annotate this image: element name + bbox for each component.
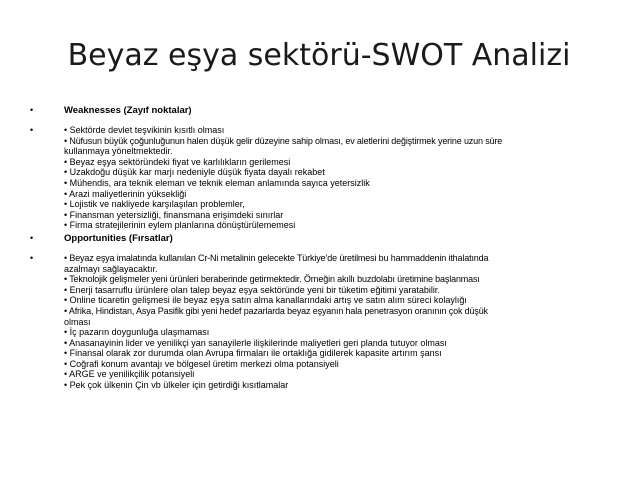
weakness-line: • Lojistik ve nakliyede karşılaşılan problemler,: [64, 199, 245, 210]
bullet-item-weaknesses-heading: [30, 105, 608, 117]
slide-title: Beyaz eşya sektörü-SWOT Analizi: [67, 38, 571, 73]
bullet-glyph: •: [30, 232, 34, 243]
weakness-line: • Sektörde devlet teşvikinin kısıtlı olması: [64, 125, 225, 135]
opportunity-line: • Pek çok ülkenin Çin vb ülkeler için getirdiği kısıtlamalar: [64, 380, 289, 391]
slide-body: [30, 105, 608, 391]
bullet-glyph: •: [30, 125, 34, 135]
weaknesses-heading: Weaknesses (Zayıf noktalar): [64, 105, 192, 116]
opportunity-line: • İç pazarın doygunluğa ulaşmaması: [64, 327, 210, 338]
bullet-glyph: •: [30, 252, 34, 263]
bullet-item-opportunities-heading: [30, 233, 608, 245]
weakness-line: • Mühendis, ara teknik eleman ve teknik eleman anlamında sayıca yetersizlik: [64, 177, 370, 188]
weakness-line: • Firma stratejilerinin eylem planlarına dönüştürülememesi: [64, 220, 296, 231]
opportunity-line: olması: [64, 316, 91, 327]
opportunity-line: • Beyaz eşya imalatında kullanılan Cr-Ni metalinin gelecekte Türkiye’de üretilmesi bu hammaddenin ithalatında: [64, 252, 489, 263]
bullet-glyph: •: [30, 105, 34, 115]
opportunity-line: • Coğrafi konum avantajı ve bölgesel üretim merkezi olma potansiyeli: [64, 358, 339, 369]
opportunity-line: • Enerji tasarruflu ürünlere olan talep beyaz eşya sektöründe yeni bir tüketim eğitimi yaratabilir.: [64, 284, 440, 295]
bullet-item-weaknesses-list: [30, 125, 608, 231]
opportunity-line: • Online ticaretin gelişmesi ile beyaz eşya satın alma kanallarındaki artış ve satın alım süreci kolaylığı: [64, 295, 467, 306]
opportunity-line: • ARGE ve yenilikçilik potansiyeli: [64, 369, 195, 380]
opportunity-line: • Finansal olarak zor durumda olan Avrupa firmaları ile ortaklığa gidilerek kapasite artırım şansı: [64, 348, 442, 359]
weakness-line: kullanmaya yöneltmektedir.: [64, 146, 173, 157]
opportunity-line: azalmayı sağlayacaktır.: [64, 263, 158, 274]
weakness-line: • Nüfusun büyük çoğunluğunun halen düşük gelir düzeyine sahip olması, ev aletlerini değiştirmek yerine uzun süre: [64, 135, 503, 146]
opportunity-line: • Teknolojik gelişmeler yeni ürünleri beraberinde getirmektedir. Örneğin akıllı buzdolabı üretimine başlanması: [64, 274, 480, 285]
weakness-line: • Beyaz eşya sektöründeki fiyat ve karlılıkların gerilemesi: [64, 156, 291, 167]
opportunities-heading: Opportunities (Fırsatlar): [64, 232, 173, 244]
opportunity-line: • Anasanayinin lider ve yenilikçi yan sanayilerle ilişkilerinde maliyetleri geri planda tutuyor olması: [64, 337, 447, 348]
weakness-line: • Uzakdoğu düşük kar marjı nedeniyle düşük fiyata dayalı rekabet: [64, 167, 325, 178]
weakness-line: • Arazi maliyetlerinin yüksekliği: [64, 188, 187, 199]
weakness-line: • Finansman yetersizliği, finansmana erişimdeki sınırlar: [64, 209, 284, 220]
opportunity-line: • Afrika, Hindistan, Asya Pasifik gibi yeni hedef pazarlarda beyaz eşyanın hala penetrasyon oranının çok düşük: [64, 305, 488, 316]
bullet-item-opportunities-list: [30, 253, 608, 391]
